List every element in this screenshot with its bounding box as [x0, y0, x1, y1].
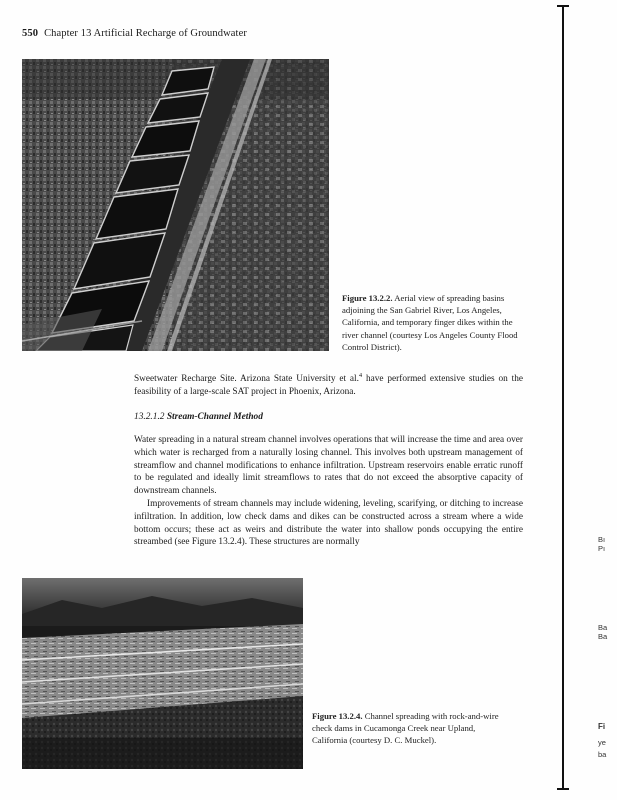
facing-page-fragment: Ba — [598, 623, 608, 632]
gutter-line — [562, 6, 564, 790]
sweetwater-lead: Sweetwater Recharge Site. Arizona State University et al. — [134, 374, 359, 385]
caption-text: Aerial view of spreading basins adjoining the San Gabriel River, Los Angeles, California, and temporary finger dikes within the river channel (courtesy Los Angeles County Flood Control District). — [342, 293, 518, 352]
aerial-photo-spreading-basins — [22, 59, 329, 351]
paragraph-sweetwater — [134, 370, 523, 399]
facing-page-fragment: ye — [598, 738, 606, 747]
gutter-cap-bottom — [557, 788, 569, 790]
caption-text: Channel spreading with rock-and-wire check dams in Cucamonga Creek near Upland, California (courtesy D. C. Muckel). — [312, 711, 499, 746]
chapter-title: Chapter 13 Artificial Recharge of Groundwater — [44, 28, 247, 39]
facing-page-fragment: Fi — [598, 722, 606, 731]
section-title: Stream-Channel Method — [166, 412, 263, 422]
channel-spreading-photo — [22, 578, 303, 769]
section-heading — [134, 412, 263, 422]
running-head — [22, 28, 247, 39]
facing-page-fragment: ba — [598, 750, 607, 759]
page-number: 550 — [22, 28, 39, 39]
figure-label: Figure 13.2.4. — [312, 711, 363, 721]
figure-13-2-4-caption — [312, 710, 512, 747]
facing-page-fragment: Bı — [598, 535, 606, 544]
sweetwater-rest: have performed extensive studies on the feasibility of a large-scale SAT project in Phoenix, Arizona. — [134, 374, 523, 397]
facing-page-fragment: Pı — [598, 544, 606, 553]
paragraph-stream-2: Improvements of stream channels may include widening, leveling, scarifying, or ditching to increase infiltration. In addition, low check dams and dikes can be constructed across a stream where a wide bottom occurs; these act as weirs and distribute the water into shallow ponds occupying the entire streambed (see Figure 13.2.4). These structures are normally — [134, 498, 523, 548]
reference-superscript: 4 — [358, 372, 363, 379]
figure-label: Figure 13.2.2. — [342, 293, 393, 303]
figure-13-2-2-caption — [342, 292, 520, 353]
facing-page-fragment: Ba — [598, 632, 608, 641]
stream-channel-text — [134, 434, 523, 549]
section-number: 13.2.1.2 — [134, 412, 165, 422]
paragraph-stream-1: Water spreading in a natural stream channel involves operations that will increase the time and area over which water is recharged from a naturally losing channel. This involves both upstream management of streamflow and channel modifications to enhance infiltration. Upstream reservoirs enable erratic runoff to be regulated and ideally limit streamflows to rates that do not exceed the absorptive capacity of downstream channels. — [134, 435, 523, 497]
